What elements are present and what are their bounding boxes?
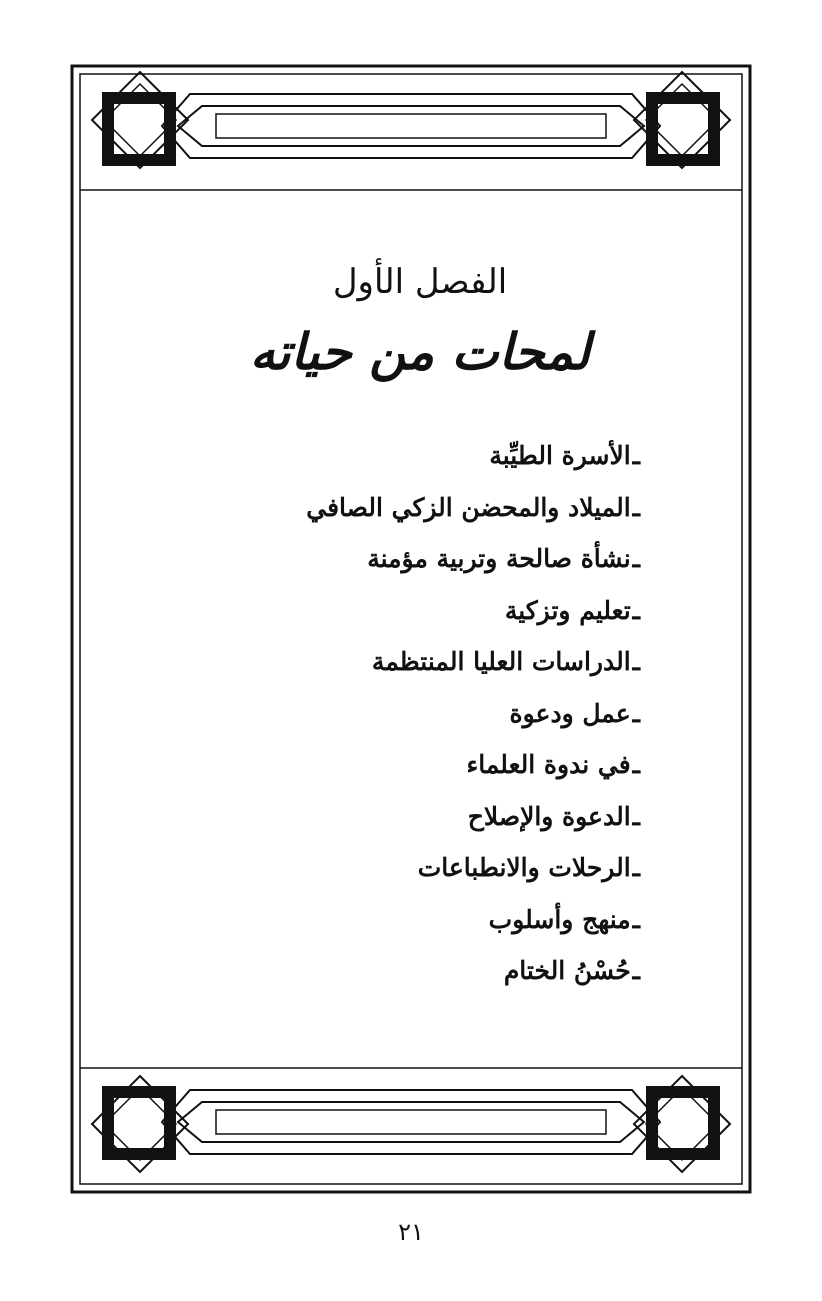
toc-item: ـتعليم وتزكية [504,595,640,625]
toc-item: ـالرحلات والانطباعات [417,853,640,882]
top-ornament-band [80,94,742,190]
toc-item: ـالأسرة الطيِّبة [489,441,640,470]
chapter-label: الفصل الأول [332,262,508,302]
corner-ornament-top-right [634,72,730,168]
page-number: ٢١ [398,1218,424,1246]
bottom-ornament-band [80,1068,742,1154]
toc-item: ـعمل ودعوة [509,698,640,728]
toc-item: ـالدراسات العليا المنتظمة [371,647,640,676]
corner-ornament-bottom-right [634,1076,730,1172]
toc-item: ـنشأة صالحة وتربية مؤمنة [367,544,640,573]
table-of-contents [306,430,640,997]
chapter-title: لمحات من حياته [249,322,591,381]
corner-ornament-top-left [92,72,188,168]
corner-ornament-bottom-left [92,1076,188,1172]
toc-item: ـالميلاد والمحضن الزكي الصافي [306,492,640,522]
toc-item: ـفي ندوة العلماء [466,750,640,779]
toc-item: ـالدعوة والإصلاح [467,801,640,831]
toc-item: ـحُسْنُ الختام [503,956,640,985]
toc-item: ـمنهج وأسلوب [488,904,640,934]
